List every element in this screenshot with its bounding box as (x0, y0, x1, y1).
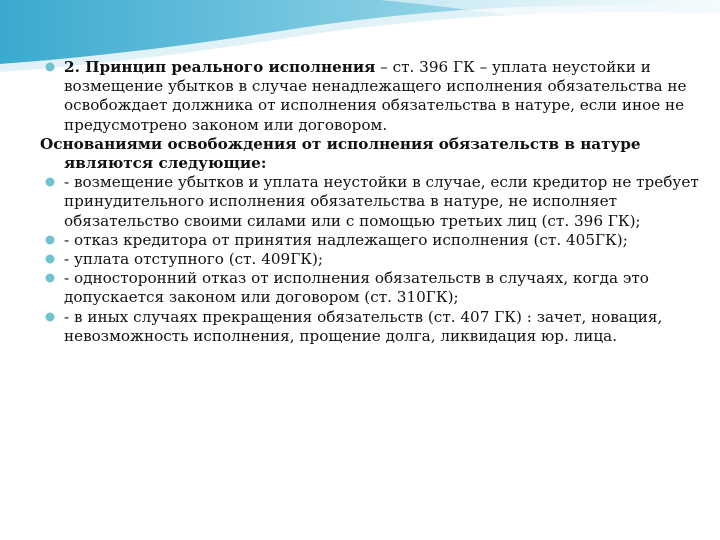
list-item-intro (40, 58, 700, 135)
section-heading: Основаниями освобождения от исполнения обязательств в натуре являются следующие: (40, 134, 641, 173)
intro-lead: 2. Принцип реального исполнения (64, 58, 376, 76)
list-item (40, 269, 700, 307)
list-item (40, 173, 700, 231)
bullet-icon (45, 177, 55, 187)
bullet-icon (45, 62, 55, 72)
list-item (40, 231, 700, 250)
bullet-icon (45, 235, 55, 245)
list-item-text: - уплата отступного (ст. 409ГК); (64, 250, 324, 269)
list-item (40, 250, 700, 269)
bullet-icon (45, 254, 55, 264)
bullet-icon (45, 312, 55, 322)
list-item-text: - в иных случаях прекращения обязательств (ст. 407 ГК) : зачет, новация, невозможность исполнения, прощение долга, ликвидация юр. лица. (64, 307, 663, 345)
bullet-icon (45, 273, 55, 283)
list-item-text: - отказ кредитора от принятия надлежащего исполнения (ст. 405ГК); (64, 230, 628, 249)
list-item-text: - возмещение убытков и уплата неустойки в случае, если кредитор не требует принудительного исполнения обязательства в натуре, не исполняет обязательство своими силами или с помощью третьих лиц (ст. 396 ГК); (64, 173, 699, 230)
slide-content (40, 58, 700, 346)
list-item (40, 308, 700, 346)
list-item-text: - односторонний отказ от исполнения обязательств в случаях, когда это допускается законом или договором (ст. 310ГК); (64, 269, 649, 307)
intro-text: – ст. 396 ГК – уплата неустойки и возмещение убытков в случае ненадлежащего исполнения обязательства не освобождает должника от исполнения обязательства в натуре, если иное не предусмотрено законом или договором. (64, 58, 687, 134)
